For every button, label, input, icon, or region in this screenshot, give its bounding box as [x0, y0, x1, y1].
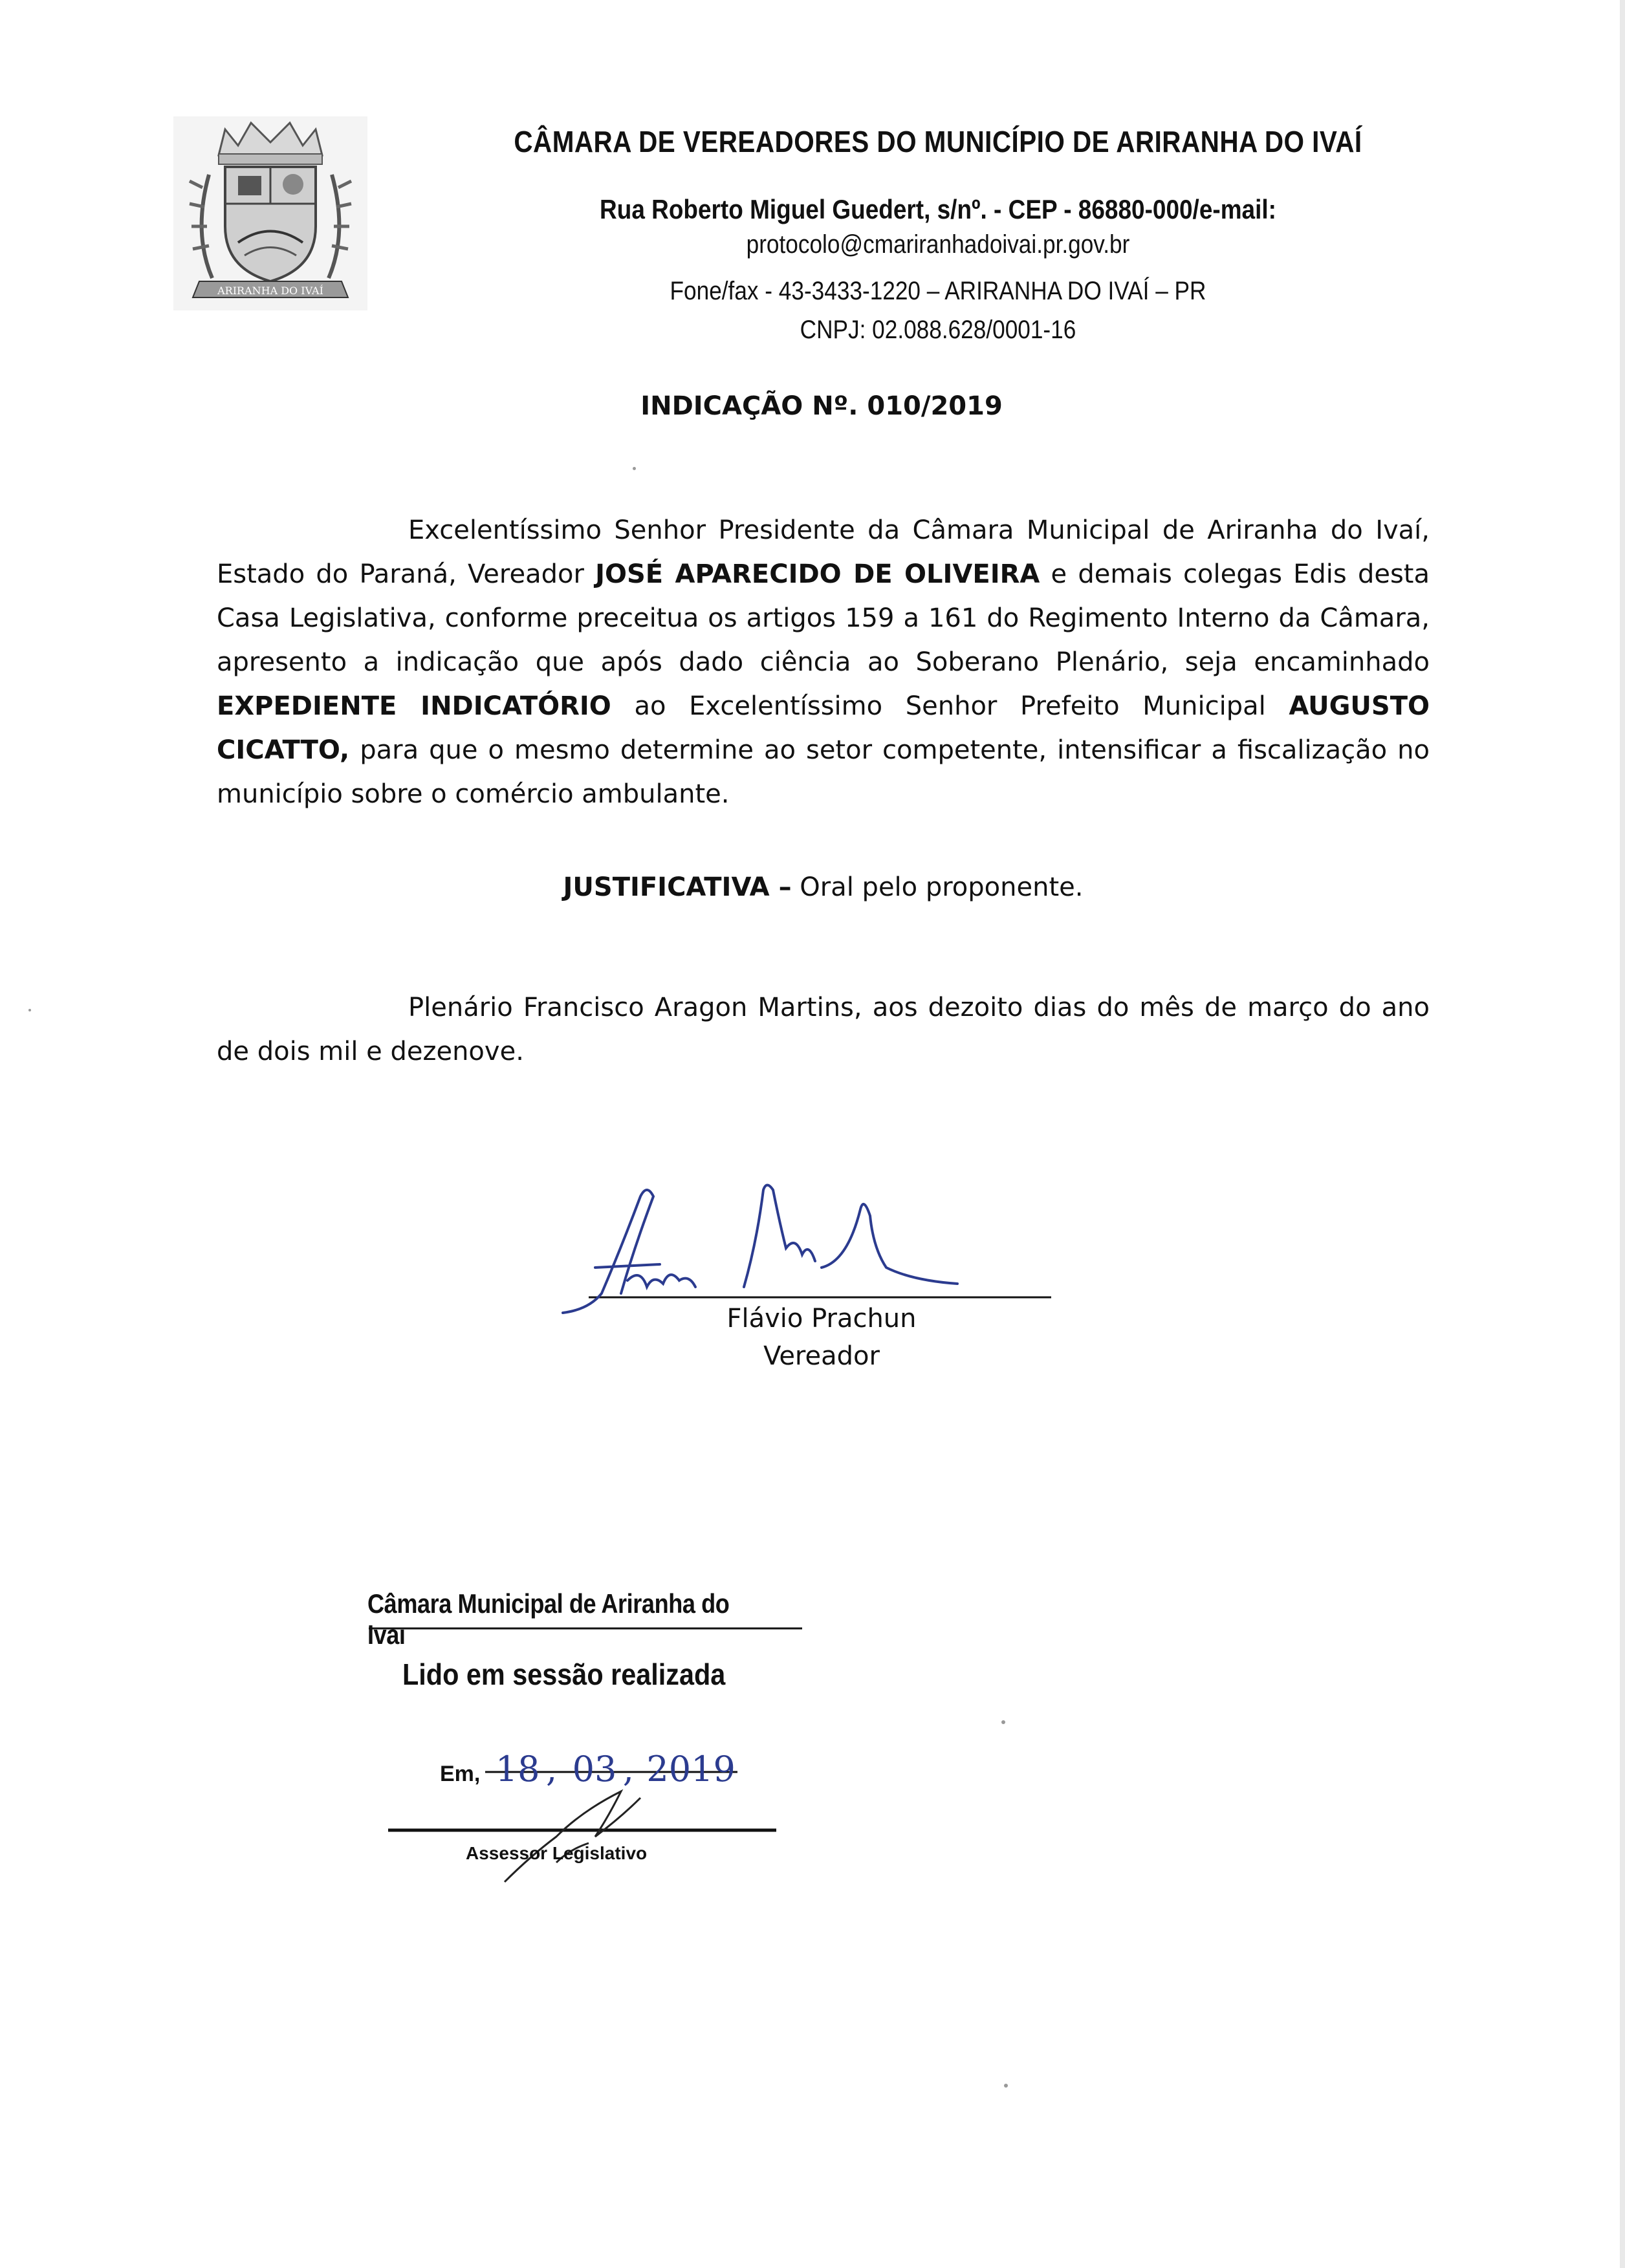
- mayor-name: AUGUSTO CICATTO,: [217, 691, 1430, 765]
- stamp-session-line: Lido em sessão realizada: [402, 1658, 726, 1691]
- stamp-date-prefix: Em,: [440, 1762, 481, 1786]
- institution-name: CÂMARA DE VEREADORES DO MUNICÍPIO DE ARIRANHA DO IVAÍ: [514, 125, 1362, 158]
- scan-speck: [1004, 2084, 1008, 2088]
- phone-line: Fone/fax - 43-3433-1220 – ARIRANHA DO IVAÍ – PR: [670, 277, 1206, 305]
- paragraph-text: ao Excelentíssimo Senhor Prefeito Municipal: [611, 691, 1289, 721]
- stamp-lines: [362, 1578, 828, 1914]
- scan-speck: [1001, 1720, 1005, 1724]
- stamp-footer: Assessor Legislativo: [466, 1843, 648, 1863]
- scan-speck: [28, 1009, 31, 1011]
- stamp-chamber-name: Câmara Municipal de Ariranha do Ivaı: [367, 1588, 730, 1650]
- signer-role: Vereador: [763, 1341, 880, 1371]
- main-paragraph: [217, 508, 1430, 816]
- paragraph-text: e demais colegas Edis desta Casa Legislativa, conforme preceitua os artigos 159 a 161 do Regimento Interno da Câmara, apresento a indicação que após dado ciência ao Soberano Plenário, seja encaminhado: [217, 559, 1430, 677]
- stamp-date: Em, 18 , 03 , 2019: [440, 1749, 736, 1789]
- municipal-crest-icon: [173, 116, 367, 310]
- justification-label: JUSTIFICATIVA –: [563, 872, 792, 902]
- justification-text: Oral pelo proponente.: [791, 872, 1084, 902]
- paragraph-text: Excelentíssimo Senhor Presidente da Câmara Municipal de Ariranha do Ivaí, Estado do Paraná, Vereador: [217, 515, 1430, 589]
- expediente-label: EXPEDIENTE INDICATÓRIO: [217, 691, 611, 721]
- scan-speck: [633, 467, 636, 470]
- stamp-date-month: 03: [572, 1749, 617, 1789]
- session-stamp: [362, 1578, 828, 1914]
- svg-text:ARIRANHA DO IVAÍ: ARIRANHA DO IVAÍ: [217, 285, 323, 297]
- address-line: Rua Roberto Miguel Guedert, s/nº. - CEP - 86880-000/e-mail:: [600, 194, 1276, 224]
- council-president-name: JOSÉ APARECIDO DE OLIVEIRA: [595, 559, 1040, 589]
- cnpj-line: CNPJ: 02.088.628/0001-16: [800, 316, 1076, 344]
- justification: [217, 865, 1430, 909]
- stamp-date-year: 2019: [646, 1749, 736, 1789]
- document-title: INDICAÇÃO Nº. 010/2019: [640, 391, 1003, 421]
- signer-name: Flávio Prachun: [726, 1304, 917, 1334]
- stamp-date-day: 18: [495, 1749, 540, 1789]
- email-line: protocolo@cmariranhadoivai.pr.gov.br: [746, 230, 1130, 259]
- paragraph-text: para que o mesmo determine ao setor competente, intensificar a fiscalização no município sobre o comércio ambulante.: [217, 735, 1430, 809]
- closing-paragraph: Plenário Francisco Aragon Martins, aos dezoito dias do mês de março do ano de dois mil e dezenove.: [217, 993, 1430, 1066]
